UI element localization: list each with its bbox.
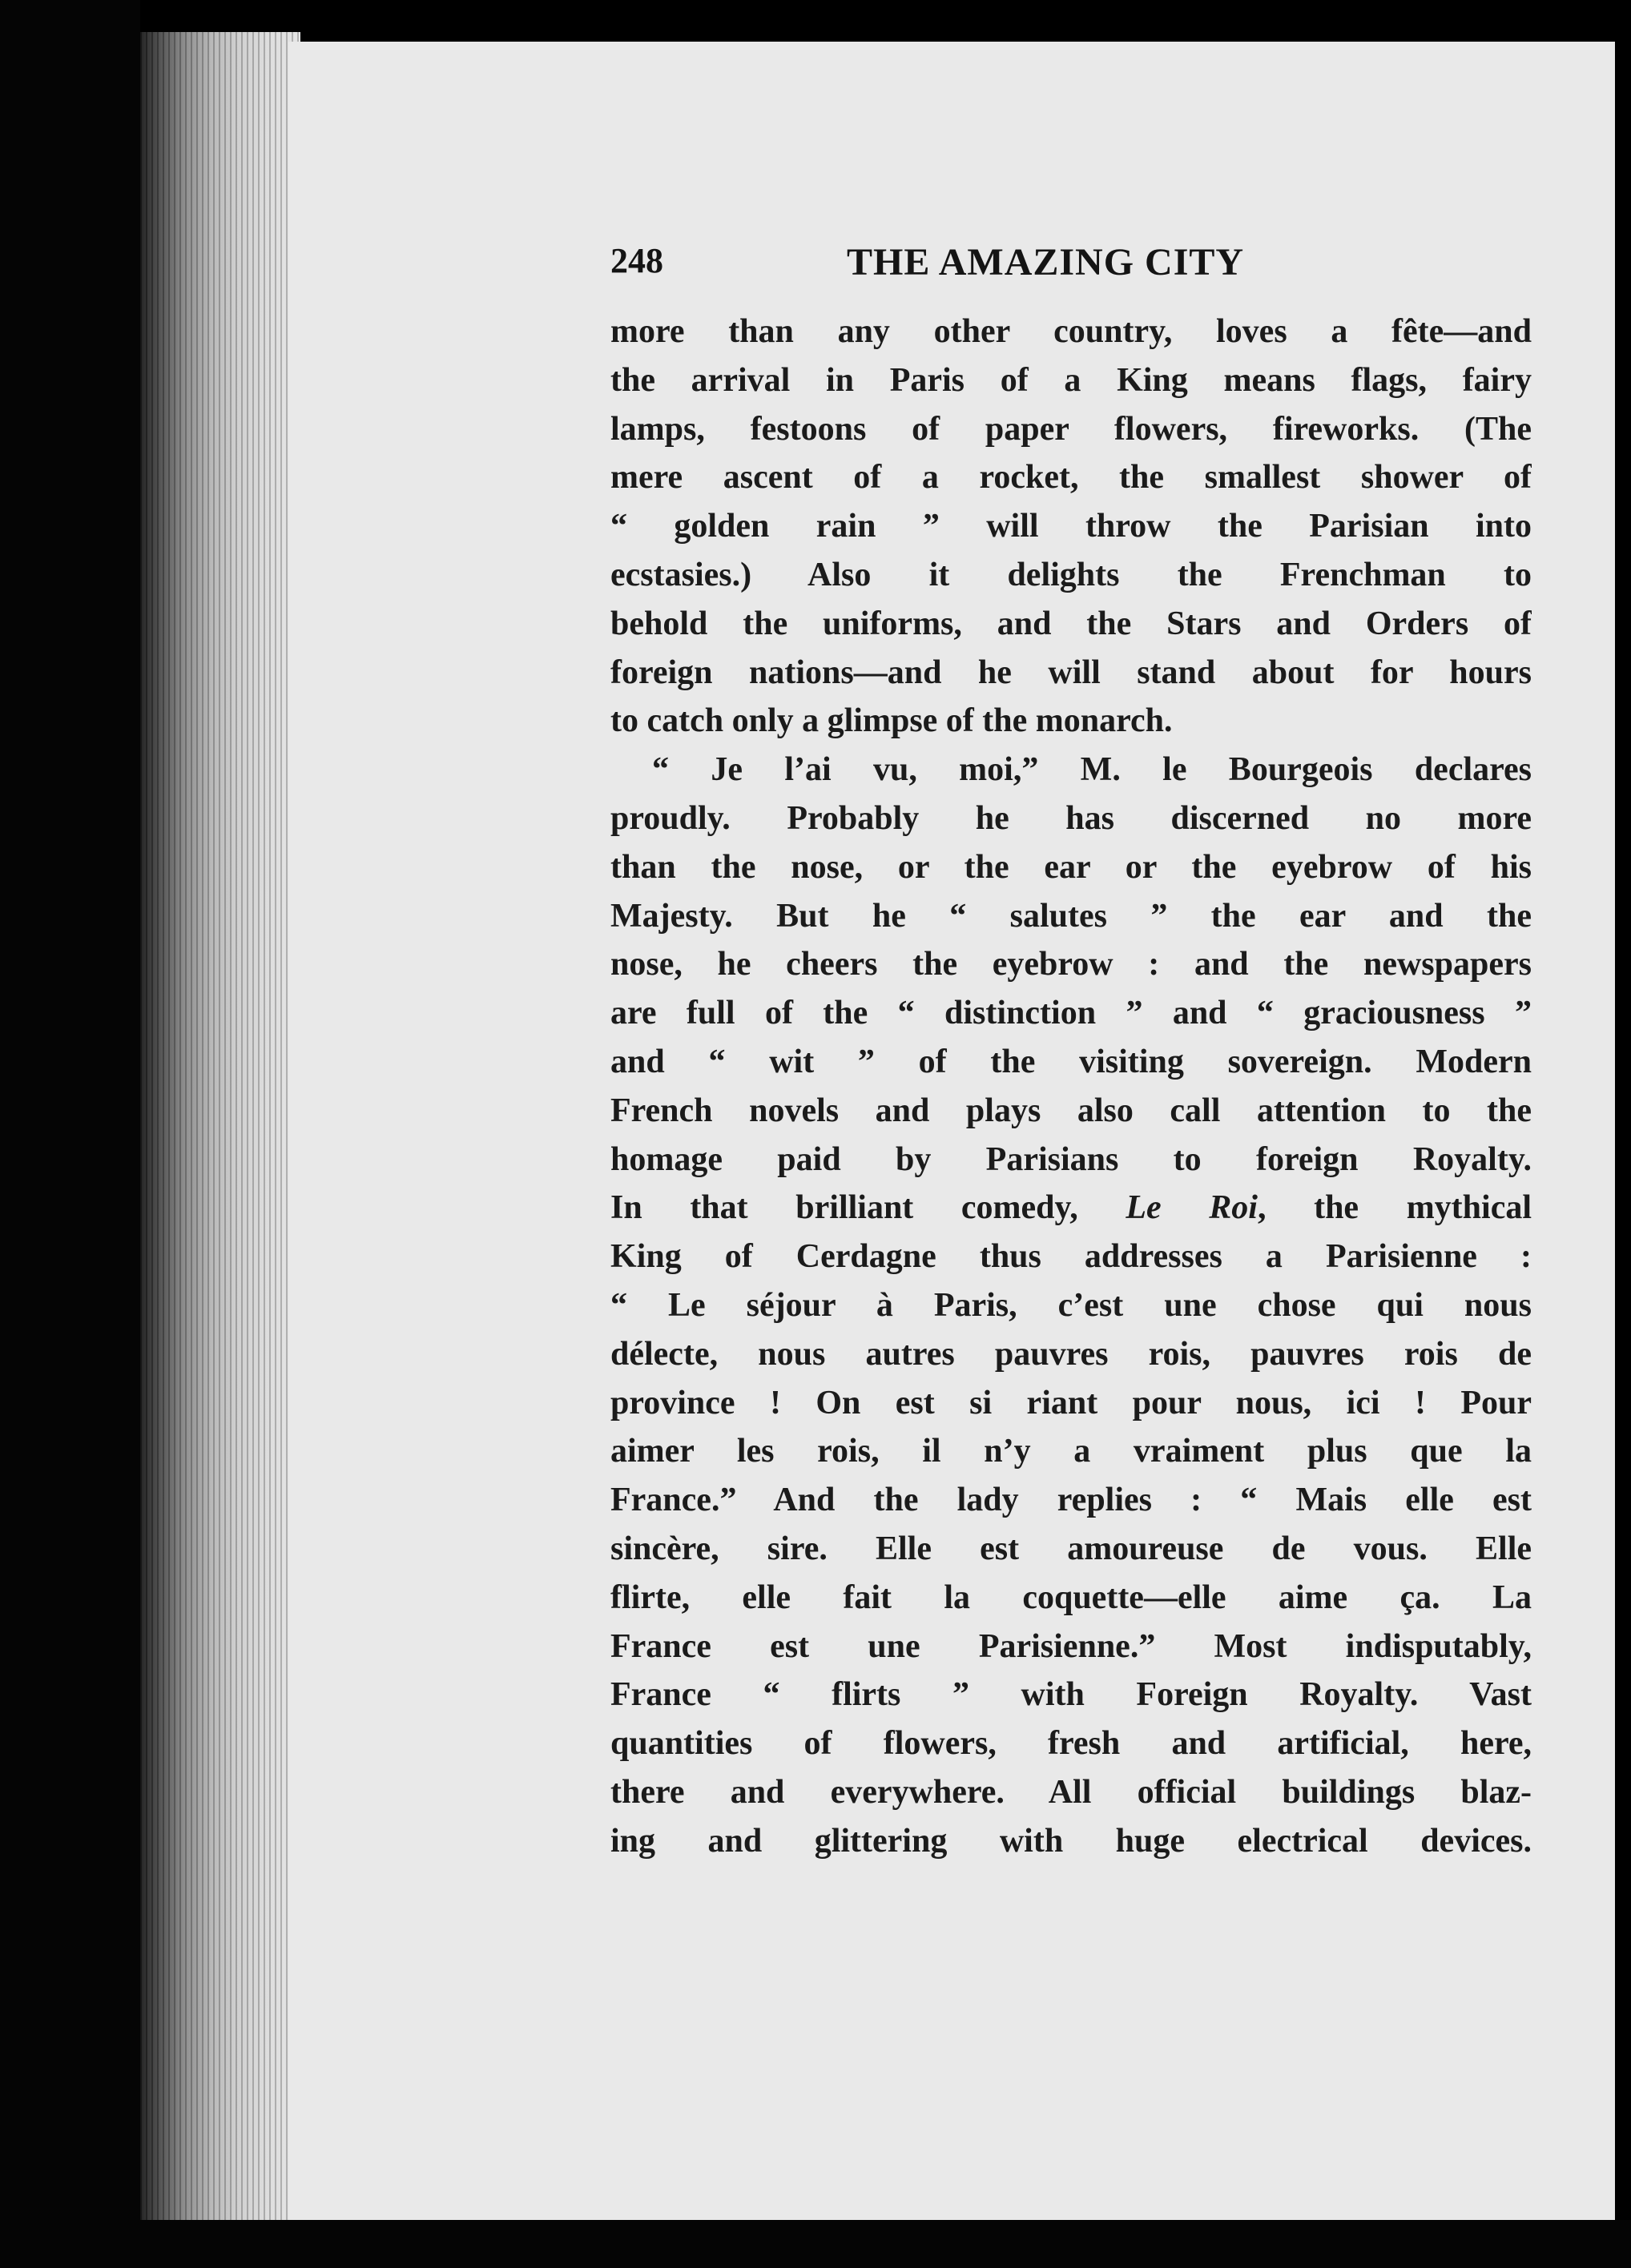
text-line: foreign nations—and he will stand about for hours [610, 653, 1532, 691]
text-line: than the nose, or the ear or the eyebrow of his [610, 848, 1532, 886]
text-line: Majesty. But he “ salutes ” the ear and the [610, 897, 1532, 935]
text-line: France.” And the lady replies : “ Mais elle est [610, 1482, 1532, 1519]
running-head [610, 240, 1532, 296]
page-number: 248 [610, 241, 663, 280]
book-page-edge-lines [140, 32, 300, 2226]
text-line: lamps, festoons of paper flowers, fireworks. (The [610, 410, 1532, 448]
text-line: mere ascent of a rocket, the smallest shower of [610, 459, 1532, 497]
text-line: behold the uniforms, and the Stars and Orders of [610, 605, 1532, 642]
text-line: sincère, sire. Elle est amoureuse de vous. Elle [610, 1530, 1532, 1567]
text-line: “ golden rain ” will throw the Parisian into [610, 508, 1532, 545]
text-line: province ! On est si riant pour nous, ici ! Pour [610, 1384, 1532, 1422]
text-line: are full of the “ distinction ” and “ graciousness ” [610, 995, 1532, 1032]
text-line: ecstasies.) Also it delights the Frenchman to [610, 556, 1532, 593]
scan-bottom-border [0, 2220, 1631, 2268]
text-line: flirte, elle fait la coquette—elle aime ça. La [610, 1578, 1532, 1616]
text-line: nose, he cheers the eyebrow : and the newspapers [610, 946, 1532, 983]
text-line: more than any other country, loves a fête—and [610, 313, 1532, 350]
scan-right-border [1615, 0, 1631, 2268]
text-line: to catch only a glimpse of the monarch. [610, 702, 1173, 740]
text-line: King of Cerdagne thus addresses a Parisienne : [610, 1238, 1532, 1276]
text-line: there and everywhere. All official buildings blaz- [610, 1773, 1532, 1811]
text-line: the arrival in Paris of a King means flags, fairy [610, 361, 1532, 399]
text-line: In that brilliant comedy, Le Roi, the mythical [610, 1189, 1532, 1227]
text-line: ing and glittering with huge electrical devices. [610, 1822, 1532, 1860]
text-line: “ Le séjour à Paris, c’est une chose qui nous [610, 1286, 1532, 1324]
running-title: THE AMAZING CITY [847, 241, 1245, 284]
text-line: “ Je l’ai vu, moi,” M. le Bourgeois declares [652, 751, 1532, 789]
text-line: France est une Parisienne.” Most indisputably, [610, 1627, 1532, 1665]
text-line: homage paid by Parisians to foreign Royalty. [610, 1140, 1532, 1178]
text-line: quantities of flowers, fresh and artificial, here, [610, 1725, 1532, 1763]
body-text [610, 308, 1532, 1866]
text-line: French novels and plays also call attention to the [610, 1092, 1532, 1129]
text-line: France “ flirts ” with Foreign Royalty. Vast [610, 1676, 1532, 1714]
text-line: proudly. Probably he has discerned no more [610, 799, 1532, 837]
play-title: Le Roi [1126, 1189, 1258, 1227]
scan-left-border [0, 0, 140, 2268]
text-line: aimer les rois, il n’y a vraiment plus que la [610, 1433, 1532, 1470]
text-line: and “ wit ” of the visiting sovereign. Modern [610, 1043, 1532, 1080]
text-line: délecte, nous autres pauvres rois, pauvres rois de [610, 1335, 1532, 1373]
